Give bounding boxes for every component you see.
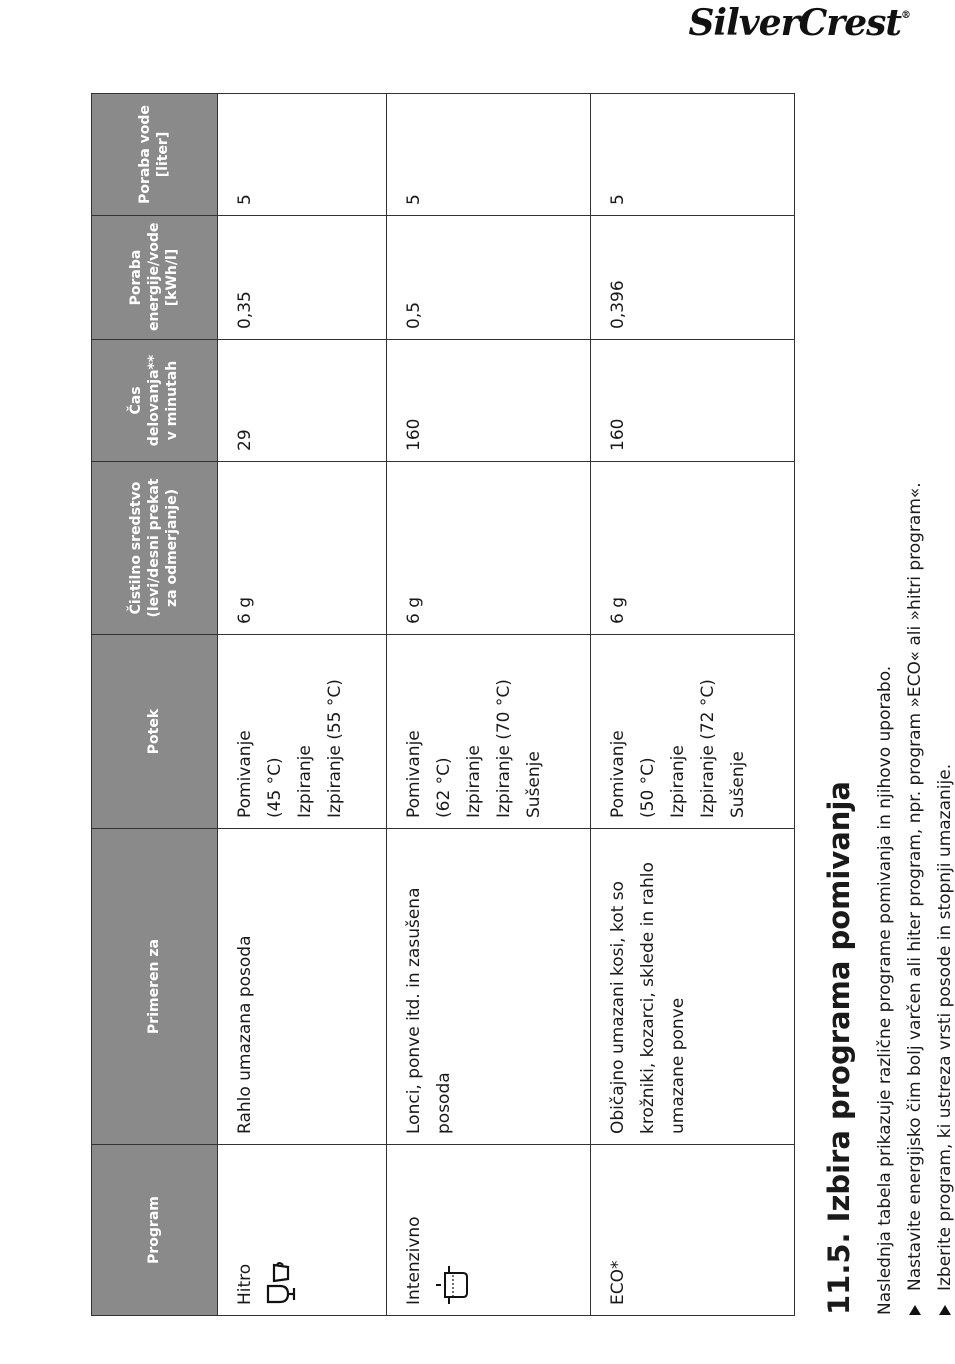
potek-cell xyxy=(217,635,386,829)
step-line: Izpiranje (72 °C) xyxy=(697,679,718,818)
header-cistilo: Čistilno sredstvo (levi/desni prekat za odmerjanje) xyxy=(92,462,218,635)
program-name: ECO* xyxy=(607,1260,628,1305)
energija-cell: 0,396 xyxy=(590,216,794,340)
bullet-item xyxy=(905,482,925,1315)
potek-cell xyxy=(590,635,794,829)
section-title: 11.5. Izbira programa pomivanja xyxy=(822,781,856,1315)
step-line: (45 °C) xyxy=(264,757,285,818)
step-line: Pomivanje xyxy=(234,730,255,818)
potek-cell xyxy=(386,635,590,829)
primeren-cell: Rahlo umazana posoda xyxy=(217,829,386,1145)
cistilo-cell: 6 g xyxy=(217,462,386,635)
step-line: (62 °C) xyxy=(433,757,454,818)
header-cas: Čas delovanja** v minutah xyxy=(92,340,218,462)
table-row xyxy=(386,94,590,1316)
glass-cup-icon xyxy=(266,1261,296,1305)
voda-cell: 5 xyxy=(386,94,590,216)
program-name: Hitro xyxy=(234,1263,255,1305)
bullet-arrow-icon xyxy=(909,1305,921,1315)
header-program: Program xyxy=(92,1145,218,1316)
program-cell xyxy=(386,1145,590,1316)
section-intro: Naslednja tabela prikazuje različne programe pomivanja in njihovo uporabo. xyxy=(875,665,895,1315)
bullet-item xyxy=(935,764,955,1315)
step-line: Izpiranje (55 °C) xyxy=(324,679,345,818)
program-name: Intenzivno xyxy=(403,1216,424,1305)
energija-cell: 0,5 xyxy=(386,216,590,340)
program-cell xyxy=(590,1145,794,1316)
cas-cell: 160 xyxy=(386,340,590,462)
step-line: Izpiranje xyxy=(463,745,484,818)
step-line: Izpiranje xyxy=(667,745,688,818)
program-table xyxy=(91,93,795,1316)
cas-cell: 160 xyxy=(590,340,794,462)
header-primeren: Primeren za xyxy=(92,829,218,1145)
voda-cell: 5 xyxy=(217,94,386,216)
primeren-cell: Običajno umazani kosi, kot so krožniki, kozarci, sklede in rahlo umazane ponve xyxy=(590,829,794,1145)
bullet-text: Nastavite energijsko čim bolj varčen ali hiter program, npr. program »ECO« ali »hitri program«. xyxy=(905,482,925,1291)
step-line: Izpiranje xyxy=(294,745,315,818)
header-potek: Potek xyxy=(92,635,218,829)
primeren-cell: Lonci, ponve itd. in zasušena posoda xyxy=(386,829,590,1145)
bullet-arrow-icon xyxy=(939,1305,951,1315)
registered-mark: ® xyxy=(901,10,910,21)
header-energija: Poraba energije/vode [kWh/l] xyxy=(92,216,218,340)
cas-cell: 29 xyxy=(217,340,386,462)
step-line: Pomivanje xyxy=(607,730,628,818)
step-line: (50 °C) xyxy=(637,757,658,818)
step-line: Pomivanje xyxy=(403,730,424,818)
table-row xyxy=(217,94,386,1316)
table-header-row xyxy=(92,94,218,1316)
cistilo-cell: 6 g xyxy=(386,462,590,635)
bullet-text: Izberite program, ki ustreza vrsti posode in stopnji umazanije. xyxy=(935,763,955,1291)
table-row xyxy=(590,94,794,1316)
step-line: Izpiranje (70 °C) xyxy=(493,679,514,818)
cistilo-cell: 6 g xyxy=(590,462,794,635)
step-line: Sušenje xyxy=(523,751,544,818)
program-cell xyxy=(217,1145,386,1316)
voda-cell: 5 xyxy=(590,94,794,216)
brand-logo-text: SilverCrest xyxy=(688,2,901,44)
energija-cell: 0,35 xyxy=(217,216,386,340)
step-line: Sušenje xyxy=(727,751,748,818)
pot-icon xyxy=(435,1265,469,1305)
header-voda: Poraba vode [liter] xyxy=(92,94,218,216)
